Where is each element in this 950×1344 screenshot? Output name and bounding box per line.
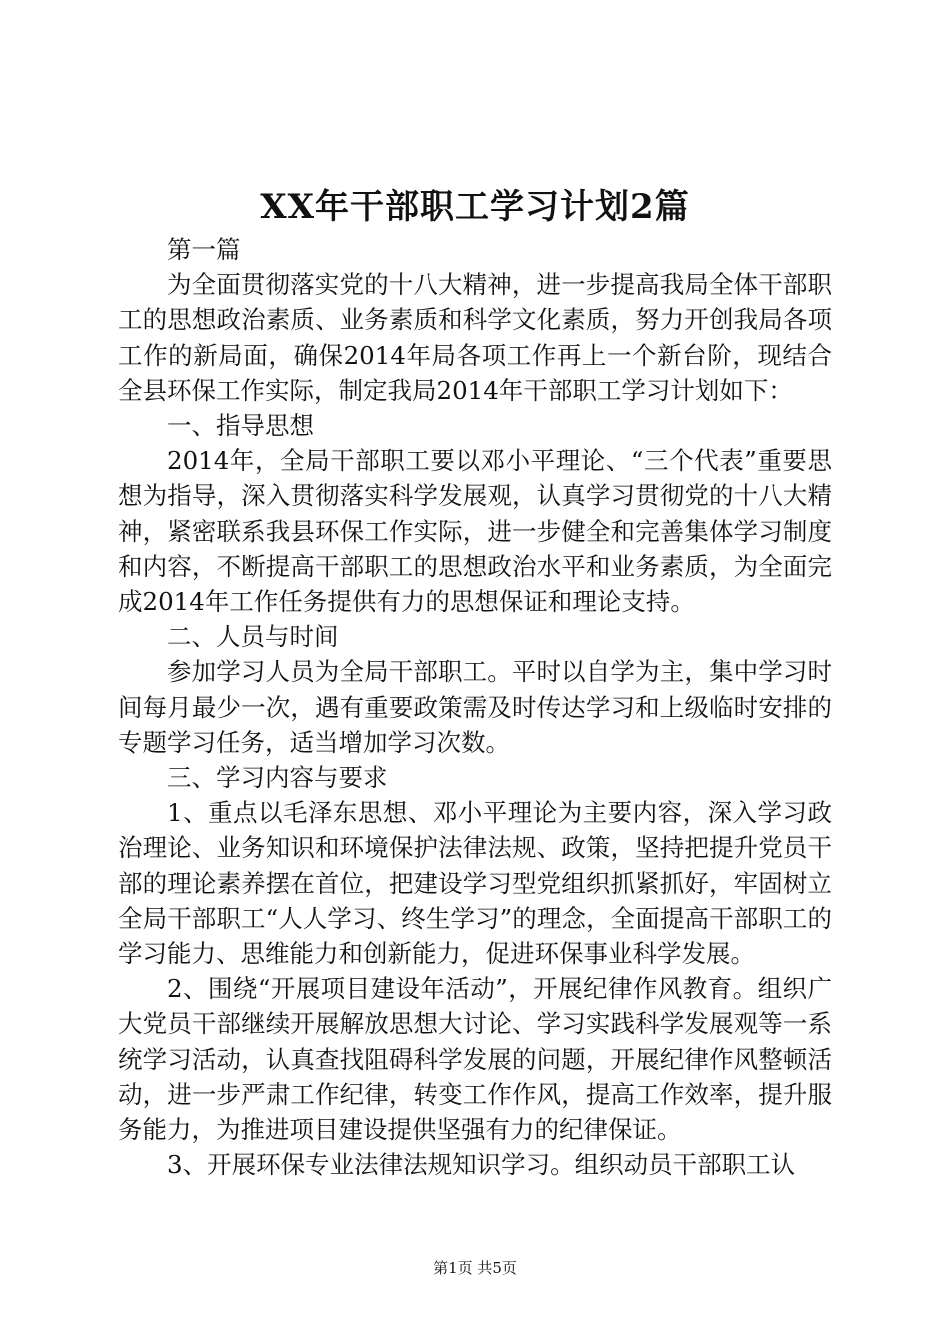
section-heading-guiding-ideology: 一、指导思想 [167,411,314,441]
requirement-item-2: 2、围绕“开展项目建设年活动”，开展纪律作风教育。组织广大党员干部继续开展解放思想大讨论、学习实践科学发展观等一系统学习活动，认真查找阻碍科学发展的问题，开展纪律作风整顿活动，进一步严肃工作纪律，转变工作作风，提高工作效率，提升服务能力，为推进项目建设提供坚强有力的纪律保证。 [118,974,832,1145]
document-title: XX年干部职工学习计划2篇 [260,187,690,227]
personnel-time-paragraph: 参加学习人员为全局干部职工。平时以自学为主，集中学习时间每月最少一次，遇有重要政策需及时传达学习和上级临时安排的专题学习任务，适当增加学习次数。 [118,657,832,757]
requirement-item-3: 3、开展环保专业法律法规知识学习。组织动员干部职工认 [167,1150,796,1180]
document-body [118,232,832,1182]
section-heading-content-requirements: 三、学习内容与要求 [167,763,388,793]
guiding-ideology-paragraph: 2014年，全局干部职工要以邓小平理论、“三个代表”重要思想为指导，深入贯彻落实科学发展观，认真学习贯彻党的十八大精神，紧密联系我县环保工作实际，进一步健全和完善集体学习制度和内容，不断提高干部职工的思想政治水平和业务素质，为全面完成2014年工作任务提供有力的思想保证和理论支持。 [118,446,832,617]
requirement-item-1: 1、重点以毛泽东思想、邓小平理论为主要内容，深入学习政治理论、业务知识和环境保护法律法规、政策，坚持把提升党员干部的理论素养摆在首位，把建设学习型党组织抓紧抓好，牢固树立全局干部职工“人人学习、终生学习”的理念，全面提高干部职工的学习能力、思维能力和创新能力，促进环保事业科学发展。 [118,798,832,969]
intro-paragraph: 为全面贯彻落实党的十八大精神，进一步提高我局全体干部职工的思想政治素质、业务素质和科学文化素质，努力开创我局各项工作的新局面，确保2014年局各项工作再上一个新台阶，现结合全县环保工作实际，制定我局2014年干部职工学习计划如下： [118,270,832,405]
page-footer: 第1页 共5页 [433,1259,517,1277]
section-heading-part-one: 第一篇 [167,235,241,264]
section-heading-personnel-time: 二、人员与时间 [167,622,339,652]
